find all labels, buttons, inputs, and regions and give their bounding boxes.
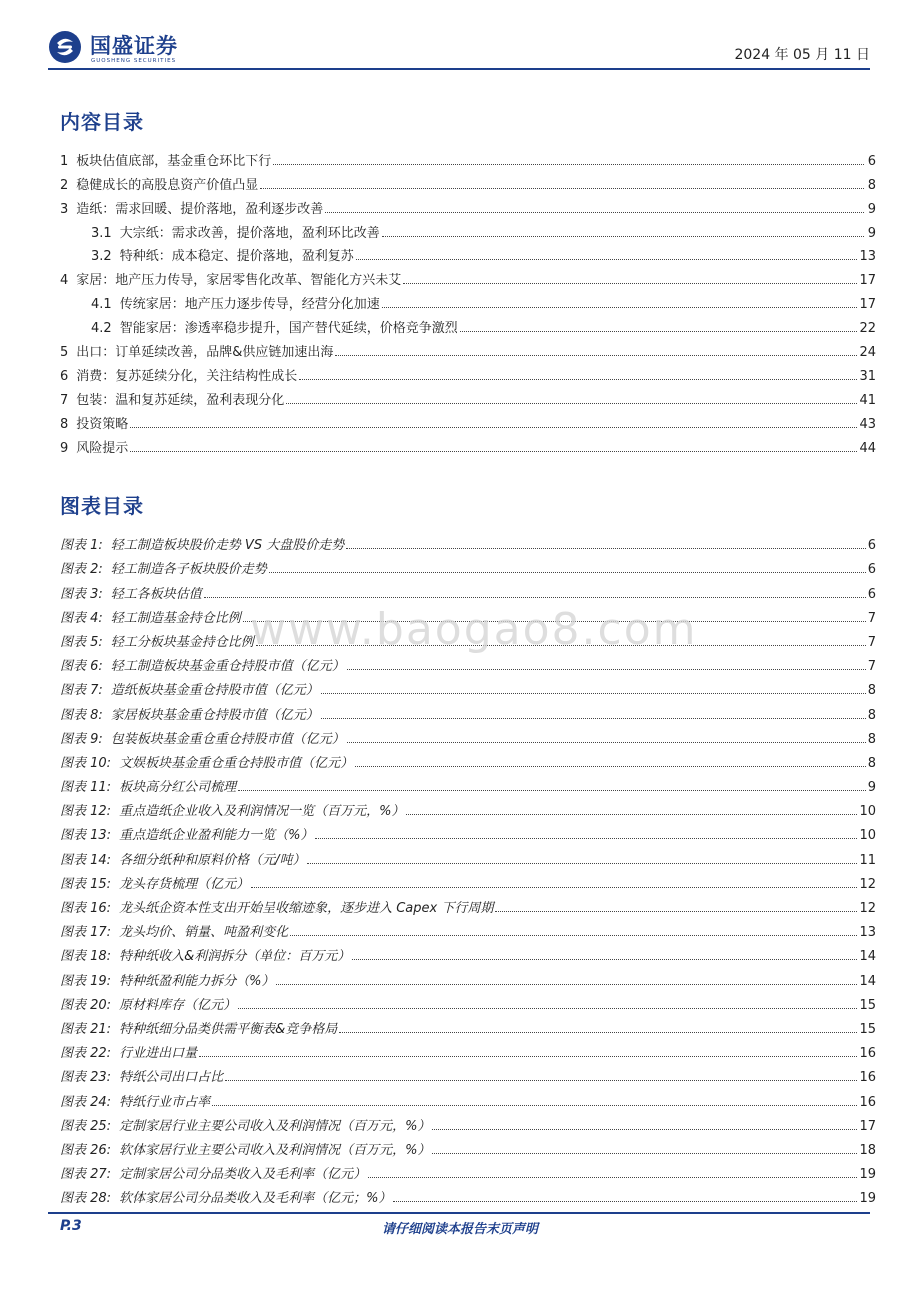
figure-item-label: 图表 23: xyxy=(60,1070,112,1086)
figure-item[interactable] xyxy=(60,989,876,1013)
figure-item[interactable] xyxy=(60,940,876,964)
figure-item-label: 图表 20: xyxy=(60,997,112,1013)
figure-item-title: 特种纸收入&利润拆分（单位：百万元） xyxy=(119,949,351,965)
figure-item-label: 图表 15: xyxy=(60,876,112,892)
leader-dots xyxy=(315,838,857,839)
figure-item[interactable] xyxy=(60,1158,876,1182)
figure-item-title: 定制家居公司分品类收入及毛利率（亿元） xyxy=(119,1167,367,1183)
figure-item[interactable] xyxy=(60,795,876,819)
leader-dots xyxy=(347,669,866,670)
figure-item-title: 龙头均价、销量、吨盈利变化 xyxy=(119,925,289,941)
leader-dots xyxy=(238,1008,857,1009)
leader-dots xyxy=(269,572,866,573)
contents-item-number: 7 xyxy=(60,392,69,408)
figure-item[interactable] xyxy=(60,1085,876,1109)
figure-item-page: 11 xyxy=(859,852,876,868)
figure-item-title: 轻工分板块基金持仓比例 xyxy=(110,634,254,650)
figure-item-title: 特种纸盈利能力拆分（%） xyxy=(119,973,275,989)
contents-item-number: 9 xyxy=(60,440,69,456)
figure-item-title: 龙头存货梳理（亿元） xyxy=(119,876,250,892)
contents-item-page: 13 xyxy=(859,249,876,265)
figure-item[interactable] xyxy=(60,1037,876,1061)
contents-item-page: 24 xyxy=(859,345,876,361)
figure-item-label: 图表 6: xyxy=(60,659,103,675)
figure-item[interactable] xyxy=(60,771,876,795)
contents-item-page: 43 xyxy=(859,416,876,432)
figure-item-page: 16 xyxy=(859,1070,876,1086)
figure-item-label: 图表 4: xyxy=(60,610,103,626)
figure-item-label: 图表 21: xyxy=(60,1021,112,1037)
figure-item-title: 特纸公司出口占比 xyxy=(119,1070,224,1086)
figure-item[interactable] xyxy=(60,1061,876,1085)
contents-item-page: 17 xyxy=(859,297,876,313)
figure-item-title: 文娱板块基金重仓重仓持股市值（亿元） xyxy=(119,755,354,771)
figure-item[interactable] xyxy=(60,674,876,698)
figure-item-label: 图表 12: xyxy=(60,804,112,820)
figure-item[interactable] xyxy=(60,747,876,771)
contents-item-page: 6 xyxy=(867,153,876,169)
figure-item-label: 图表 13: xyxy=(60,828,112,844)
leader-dots xyxy=(432,1129,857,1130)
contents-item-label: 出口：订单延续改善，品牌&供应链加速出海 xyxy=(76,345,334,361)
figure-item-page: 8 xyxy=(867,707,876,723)
page-number: P.3 xyxy=(60,1218,82,1234)
contents-item-label: 智能家居：渗透率稳步提升，国产替代延续，价格竞争激烈 xyxy=(119,321,458,337)
contents-item-number: 3 xyxy=(60,201,69,217)
figure-item-title: 定制家居行业主要公司收入及利润情况（百万元，%） xyxy=(119,1118,431,1134)
contents-item-number: 4.2 xyxy=(91,321,112,337)
figure-item[interactable] xyxy=(60,843,876,867)
figure-item-page: 6 xyxy=(867,586,876,602)
figure-item-page: 14 xyxy=(859,973,876,989)
leader-dots xyxy=(299,379,857,380)
figure-item[interactable] xyxy=(60,1134,876,1158)
figure-item-page: 7 xyxy=(867,634,876,650)
figure-item[interactable] xyxy=(60,529,876,553)
figure-item-label: 图表 22: xyxy=(60,1046,112,1062)
figure-item-title: 轻工制造基金持仓比例 xyxy=(110,610,241,626)
figure-item-page: 6 xyxy=(867,538,876,554)
leader-dots xyxy=(321,718,866,719)
figure-item-page: 14 xyxy=(859,949,876,965)
figure-item-label: 图表 16: xyxy=(60,901,112,916)
contents-item[interactable] xyxy=(60,264,876,288)
contents-item-page: 8 xyxy=(867,177,876,193)
contents-item-number: 4.1 xyxy=(91,297,112,313)
leader-dots xyxy=(260,188,864,189)
contents-item-label: 特种纸：成本稳定、提价落地，盈利复苏 xyxy=(119,249,354,265)
contents-item-number: 3.1 xyxy=(91,225,112,241)
figure-item-title: 各细分纸种和原料价格（元/吨） xyxy=(119,852,306,868)
contents-item-page: 9 xyxy=(867,225,876,241)
figure-item[interactable] xyxy=(60,1110,876,1134)
contents-item-number: 5 xyxy=(60,345,69,361)
leader-dots xyxy=(273,164,864,165)
leader-dots xyxy=(347,742,866,743)
figure-item-title: 重点造纸企业收入及利润情况一览（百万元，%） xyxy=(119,804,405,820)
figure-item-page: 10 xyxy=(859,828,876,844)
figure-item[interactable] xyxy=(60,964,876,988)
footer-divider xyxy=(48,1212,870,1214)
contents-item[interactable] xyxy=(60,312,876,336)
figure-item-label: 图表 8: xyxy=(60,707,103,723)
company-logo-icon xyxy=(48,30,82,64)
leader-dots xyxy=(432,1153,857,1154)
figure-item-title: 原材料库存（亿元） xyxy=(119,997,237,1013)
leader-dots xyxy=(355,766,866,767)
figure-item-title: 软体家居行业主要公司收入及利润情况（百万元，%） xyxy=(119,1142,431,1158)
leader-dots xyxy=(307,863,857,864)
contents-list xyxy=(60,145,876,456)
figure-item-title: 龙头纸企资本性支出开始呈收缩迹象，逐步进入 Capex 下行周期 xyxy=(119,901,494,916)
figure-item[interactable] xyxy=(60,577,876,601)
figure-item-page: 8 xyxy=(867,731,876,747)
figure-item-page: 7 xyxy=(867,659,876,675)
contents-item[interactable] xyxy=(60,384,876,408)
figure-item-title: 行业进出口量 xyxy=(119,1046,198,1062)
leader-dots xyxy=(335,355,857,356)
report-date: 2024 年 05 月 11 日 xyxy=(734,47,870,63)
leader-dots xyxy=(382,236,864,237)
figure-item-page: 16 xyxy=(859,1094,876,1110)
figure-item-title: 家居板块基金重仓持股市值（亿元） xyxy=(110,707,319,723)
contents-item[interactable] xyxy=(60,408,876,432)
figure-item[interactable] xyxy=(60,916,876,940)
contents-item[interactable] xyxy=(60,193,876,217)
figure-item-title: 轻工制造各子板块股价走势 xyxy=(110,562,267,578)
figure-item-label: 图表 27: xyxy=(60,1167,112,1183)
figure-item-title: 轻工制造板块基金重仓持股市值（亿元） xyxy=(110,659,345,675)
leader-dots xyxy=(352,959,857,960)
figure-item[interactable] xyxy=(60,1013,876,1037)
contents-item[interactable] xyxy=(60,432,876,456)
figures-title: 图表目录 xyxy=(60,494,144,518)
leader-dots xyxy=(406,814,857,815)
contents-item-page: 31 xyxy=(859,368,876,384)
figure-item[interactable] xyxy=(60,698,876,722)
contents-item[interactable] xyxy=(60,241,876,265)
contents-item-number: 1 xyxy=(60,153,69,169)
figure-item-title: 软体家居公司分品类收入及毛利率（亿元；%） xyxy=(119,1191,392,1207)
contents-item[interactable] xyxy=(60,217,876,241)
figure-item-label: 图表 28: xyxy=(60,1191,112,1207)
contents-item[interactable] xyxy=(60,169,876,193)
contents-item-number: 3.2 xyxy=(91,249,112,265)
figure-item-label: 图表 11: xyxy=(60,780,112,796)
figure-item-label: 图表 19: xyxy=(60,973,112,989)
figure-item[interactable] xyxy=(60,892,876,916)
figure-item-label: 图表 2: xyxy=(60,562,103,578)
figure-item-title: 造纸板块基金重仓持股市值（亿元） xyxy=(110,683,319,699)
figure-item-page: 12 xyxy=(859,876,876,892)
contents-item-number: 6 xyxy=(60,368,69,384)
leader-dots xyxy=(460,331,858,332)
contents-item-label: 大宗纸：需求改善，提价落地，盈利环比改善 xyxy=(119,225,380,241)
figure-item-title: 特种纸细分品类供需平衡表&竞争格局 xyxy=(119,1021,338,1037)
leader-dots xyxy=(403,283,857,284)
figure-item-page: 10 xyxy=(859,804,876,820)
page-header xyxy=(48,24,870,70)
leader-dots xyxy=(225,1080,857,1081)
figure-item-label: 图表 25: xyxy=(60,1118,112,1134)
contents-item[interactable] xyxy=(60,145,876,169)
contents-item-number: 2 xyxy=(60,177,69,193)
figure-item-page: 8 xyxy=(867,755,876,771)
figure-item-title: 轻工各板块估值 xyxy=(110,586,202,602)
header-divider xyxy=(48,68,870,70)
figure-item-page: 7 xyxy=(867,610,876,626)
leader-dots xyxy=(238,790,866,791)
leader-dots xyxy=(325,212,864,213)
figure-item-label: 图表 26: xyxy=(60,1142,112,1158)
leader-dots xyxy=(276,984,857,985)
leader-dots xyxy=(368,1177,857,1178)
figure-item-label: 图表 7: xyxy=(60,683,103,699)
figure-item-page: 15 xyxy=(859,997,876,1013)
contents-item-label: 稳健成长的高股息资产价值凸显 xyxy=(76,177,259,193)
figure-item-label: 图表 17: xyxy=(60,925,112,941)
figure-item-page: 18 xyxy=(859,1142,876,1158)
figure-item[interactable] xyxy=(60,819,876,843)
leader-dots xyxy=(204,597,866,598)
leader-dots xyxy=(382,307,858,308)
figure-item-page: 13 xyxy=(859,925,876,941)
figure-item-label: 图表 24: xyxy=(60,1094,112,1110)
contents-item-label: 消费：复苏延续分化，关注结构性成长 xyxy=(76,368,298,384)
figure-item[interactable] xyxy=(60,868,876,892)
leader-dots xyxy=(290,935,857,936)
contents-item[interactable] xyxy=(60,360,876,384)
figure-item[interactable] xyxy=(60,1182,876,1206)
leader-dots xyxy=(212,1105,857,1106)
figure-item-page: 12 xyxy=(859,901,876,916)
contents-item-label: 造纸：需求回暖、提价落地，盈利逐步改善 xyxy=(76,201,324,217)
figure-item-title: 重点造纸企业盈利能力一览（%） xyxy=(119,828,314,844)
leader-dots xyxy=(339,1032,857,1033)
figure-item-label: 图表 1: xyxy=(60,538,103,554)
contents-item-label: 家居：地产压力传导，家居零售化改革、智能化方兴未艾 xyxy=(76,273,402,289)
company-name-en: GUOSHENG SECURITIES xyxy=(91,58,177,64)
contents-item-number: 4 xyxy=(60,273,69,289)
contents-title: 内容目录 xyxy=(60,110,144,134)
figure-item-page: 16 xyxy=(859,1046,876,1062)
disclaimer-note: 请仔细阅读本报告末页声明 xyxy=(381,1222,538,1237)
contents-item-label: 投资策略 xyxy=(76,416,129,432)
leader-dots xyxy=(346,548,866,549)
contents-item-page: 44 xyxy=(859,440,876,456)
contents-item-label: 包装：温和复苏延续，盈利表现分化 xyxy=(76,392,285,408)
leader-dots xyxy=(199,1056,857,1057)
company-name: 国盛证券 xyxy=(90,34,178,58)
figure-item-label: 图表 18: xyxy=(60,949,112,965)
contents-item-page: 41 xyxy=(859,392,876,408)
leader-dots xyxy=(495,911,857,912)
leader-dots xyxy=(393,1201,857,1202)
figure-item-label: 图表 10: xyxy=(60,755,112,771)
leader-dots xyxy=(130,427,857,428)
contents-item[interactable] xyxy=(60,336,876,360)
figure-item-page: 17 xyxy=(859,1118,876,1134)
leader-dots xyxy=(286,403,857,404)
leader-dots xyxy=(251,887,857,888)
figure-item-label: 图表 3: xyxy=(60,586,103,602)
contents-item-label: 板块估值底部，基金重仓环比下行 xyxy=(76,153,272,169)
figure-item-title: 轻工制造板块股价走势 VS 大盘股价走势 xyxy=(110,538,345,554)
figure-item-title: 包装板块基金重仓重仓持股市值（亿元） xyxy=(110,731,345,747)
contents-item-number: 8 xyxy=(60,416,69,432)
figure-item-title: 板块高分红公司梳理 xyxy=(119,780,237,796)
contents-item[interactable] xyxy=(60,288,876,312)
figure-item-page: 19 xyxy=(859,1191,876,1207)
leader-dots xyxy=(321,693,866,694)
watermark: www.baogao8.com xyxy=(250,604,698,655)
figure-item-label: 图表 14: xyxy=(60,852,112,868)
leader-dots xyxy=(356,259,858,260)
figure-item-label: 图表 5: xyxy=(60,634,103,650)
contents-item-page: 9 xyxy=(867,201,876,217)
figure-item-page: 8 xyxy=(867,683,876,699)
figure-item-page: 9 xyxy=(867,780,876,796)
contents-item-label: 传统家居：地产压力逐步传导，经营分化加速 xyxy=(119,297,380,313)
contents-item-label: 风险提示 xyxy=(76,440,129,456)
figure-item-label: 图表 9: xyxy=(60,731,103,747)
contents-item-page: 22 xyxy=(859,321,876,337)
figure-item-page: 15 xyxy=(859,1021,876,1037)
figure-item[interactable] xyxy=(60,553,876,577)
figure-item-page: 6 xyxy=(867,562,876,578)
figure-item-title: 特纸行业市占率 xyxy=(119,1094,211,1110)
figure-item-page: 19 xyxy=(859,1167,876,1183)
contents-item-page: 17 xyxy=(859,273,876,289)
leader-dots xyxy=(130,451,857,452)
figure-item[interactable] xyxy=(60,723,876,747)
